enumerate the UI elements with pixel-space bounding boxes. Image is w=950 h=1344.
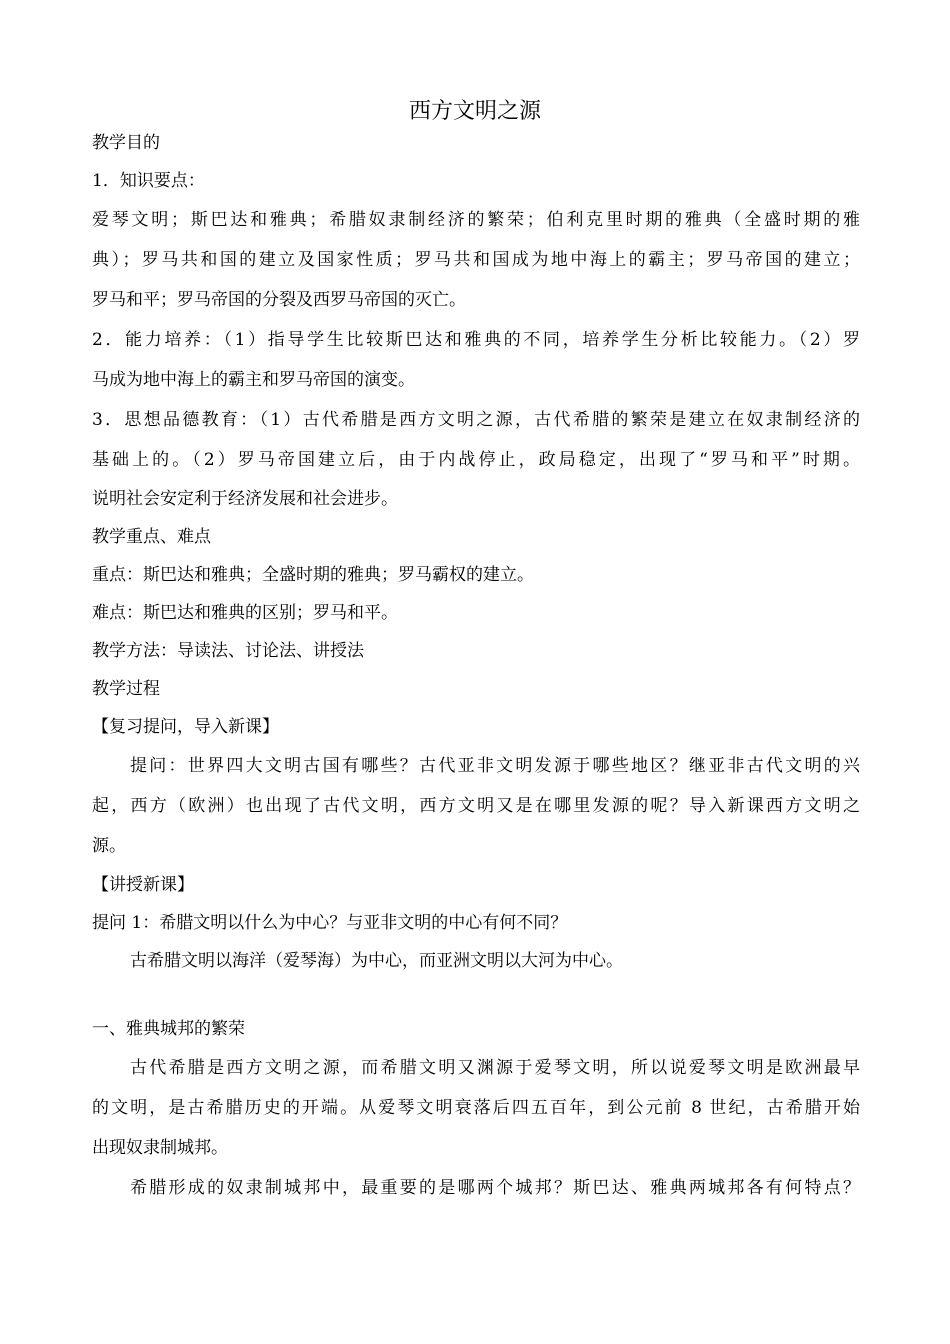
new-lesson-heading: 【讲授新课】 [92,875,194,895]
paragraph-line: 古代希腊是西方文明之源，而希腊文明又渊源于爱琴文明，所以说爱琴文明是欧洲最早 [130,1058,860,1078]
answer-one-line: 古希腊文明以海洋（爱琴海）为中心，而亚洲文明以大河为中心。 [130,951,623,971]
paragraph-line: 希腊形成的奴隶制城邦中，最重要的是哪两个城邦？斯巴达、雅典两城邦各有何特点？ [130,1178,860,1198]
knowledge-points-heading: 1．知识要点： [92,171,205,191]
ability-line: 2．能力培养：（1）指导学生比较斯巴达和雅典的不同，培养学生分析比较能力。（2）罗 [92,330,860,350]
document-body [92,124,860,1208]
knowledge-points-line: 典）；罗马共和国的建立及国家性质；罗马共和国成为地中海上的霸主；罗马帝国的建立； [92,250,860,270]
paragraph-line: 的文明，是古希腊历史的开端。从爱琴文明衰落后四五百年，到公元前 8 世纪，古希腊开始 [92,1098,860,1118]
ability-line: 马成为地中海上的霸主和罗马帝国的演变。 [92,370,415,390]
section-one-heading: 一、雅典城邦的繁荣 [92,1019,245,1039]
section-heading-objectives: 教学目的 [92,133,160,153]
teaching-methods-line: 教学方法：导读法、讨论法、讲授法 [92,641,364,661]
knowledge-points-line: 罗马和平；罗马帝国的分裂及西罗马帝国的灭亡。 [92,290,466,310]
paragraph-line: 出现奴隶制城邦。 [92,1138,228,1158]
review-question-line: 起，西方（欧洲）也出现了古代文明，西方文明又是在哪里发源的呢？导入新课西方文明之 [92,796,860,816]
question-one-line: 提问 1：希腊文明以什么为中心？与亚非文明的中心有何不同？ [92,913,568,933]
section-heading-process: 教学过程 [92,679,160,699]
moral-education-line: 说明社会安定利于经济发展和社会进步。 [92,489,398,509]
review-question-line: 提问：世界四大文明古国有哪些？古代亚非文明发源于哪些地区？继亚非古代文明的兴 [130,756,860,776]
section-heading-key-difficult: 教学重点、难点 [92,527,211,547]
review-heading: 【复习提问，导入新课】 [92,717,279,737]
document-title: 西方文明之源 [408,99,541,124]
moral-education-line: 3．思想品德教育：（1）古代希腊是西方文明之源，古代希腊的繁荣是建立在奴隶制经济的 [92,410,860,430]
review-question-line: 源。 [92,836,126,856]
moral-education-line: 基础上的。（2）罗马帝国建立后，由于内战停止，政局稳定，出现了“罗马和平”时期。 [92,450,860,470]
blank-line [92,980,860,1010]
difficult-points-line: 难点：斯巴达和雅典的区别；罗马和平。 [92,603,398,623]
knowledge-points-line: 爱琴文明；斯巴达和雅典；希腊奴隶制经济的繁荣；伯利克里时期的雅典（全盛时期的雅 [92,210,860,230]
key-points-line: 重点：斯巴达和雅典；全盛时期的雅典；罗马霸权的建立。 [92,565,534,585]
